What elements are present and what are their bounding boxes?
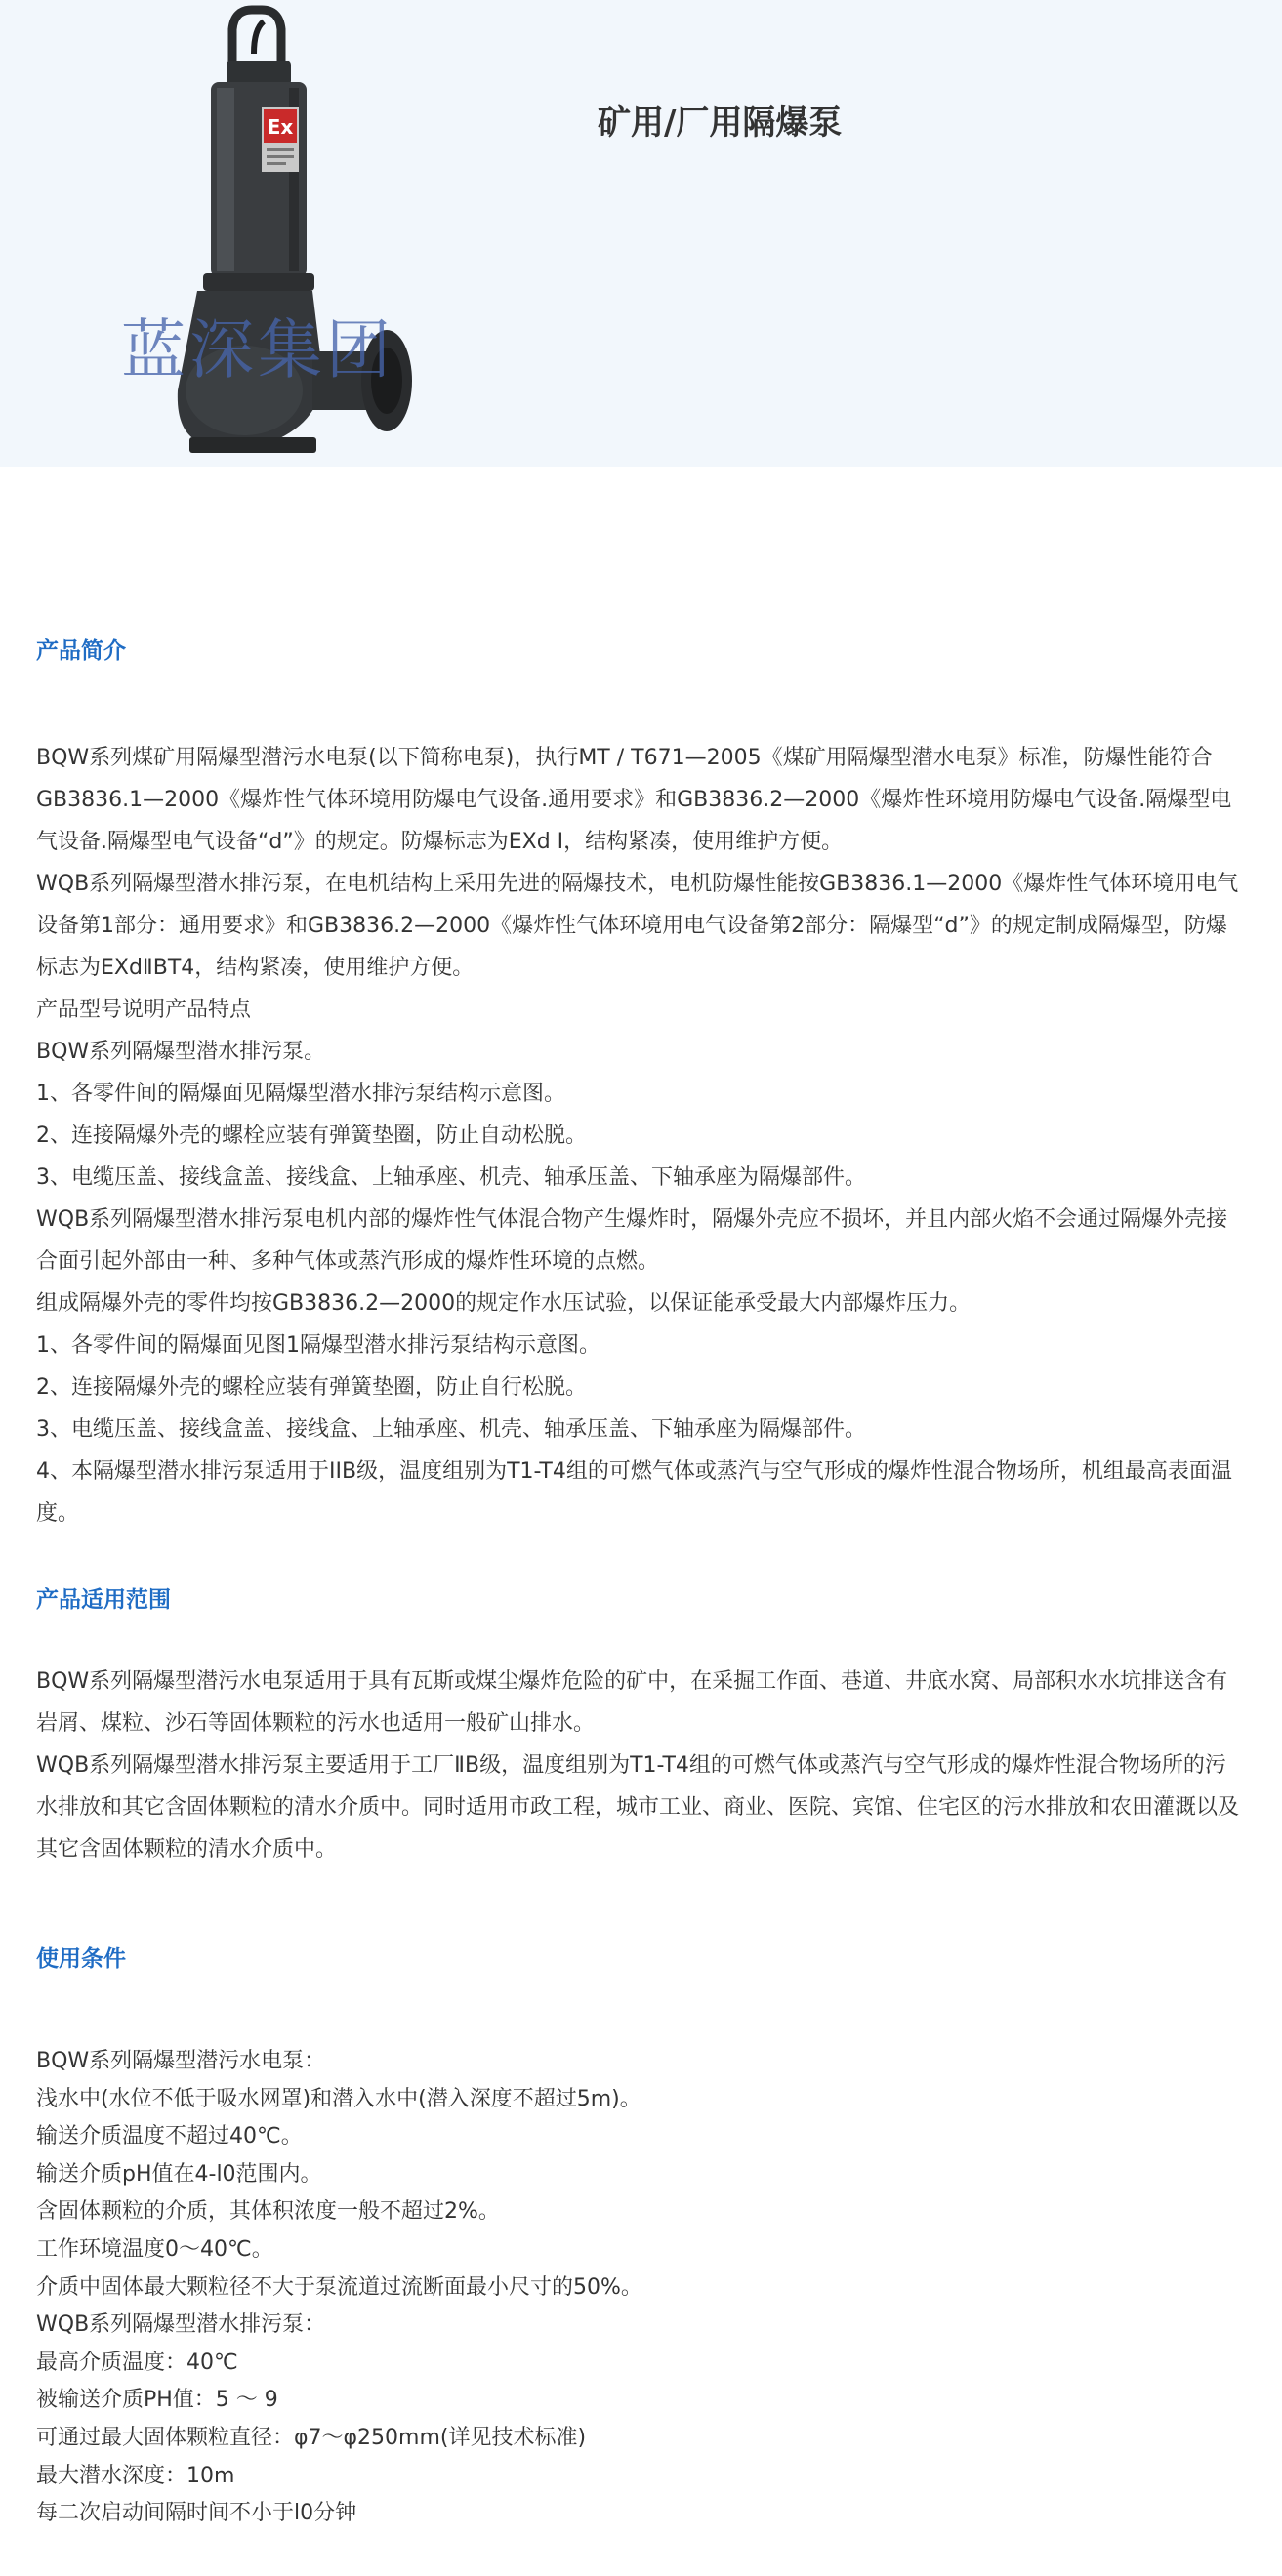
paragraph: BQW系列隔爆型潜水排污泵。 [36,1040,326,1064]
paragraph: BQW系列隔爆型潜污水电泵： [36,2049,326,2073]
ex-plate-text: Ex [267,115,294,139]
paragraph: 可通过最大固体颗粒直径：φ7～φ250mm(详见技术标准) [36,2425,587,2450]
paragraph: 浅水中(水位不低于吸水网罩)和潜入水中(潜入深度不超过5m)。 [36,2086,641,2111]
paragraph: BQW系列煤矿用隔爆型潜污水电泵(以下简称电泵)，执行MT / T671—2005《煤矿用隔爆型潜水电泵》标准，防爆性能符合GB3836.1—2000《爆炸性气体环境用防爆电气设备.通用要求》和GB3836.2—2000《爆炸性环境用防爆电气设备.隔爆型电气设备.隔爆型电气设备“d”》的规定。防爆标志为EXd I，结构紧凑，使用维护方便。 [36,746,1232,854]
section-heading-intro: 产品简介 [36,638,126,664]
paragraph: BQW系列隔爆型潜污水电泵适用于具有瓦斯或煤尘爆炸危险的矿中，在采掘工作面、巷道、井底水窝、局部积水水坑排送含有岩屑、煤粒、沙石等固体颗粒的污水也适用一般矿山排水。 [36,1669,1228,1736]
paragraph: 输送介质pH值在4-l0范围内。 [36,2161,322,2187]
section-body-conditions [36,2043,1247,2533]
paragraph: 被输送介质PH值：5 ～ 9 [36,2388,278,2413]
page-title: 矿用/厂用隔爆泵 [598,103,843,143]
paragraph: WQB系列隔爆型潜水排污泵，在电机结构上采用先进的隔爆技术，电机防爆性能按GB3836.1—2000《爆炸性气体环境用电气设备第1部分：通用要求》和GB3836.2—2000《爆炸性气体环境用电气设备第2部分：隔爆型“d”》的规定制成隔爆型，防爆标志为EXdⅡBT4，结构紧凑，使用维护方便。 [36,872,1239,980]
paragraph: WQB系列隔爆型潜水排污泵主要适用于工厂ⅡB级，温度组别为T1-T4组的可燃气体或蒸汽与空气形成的爆炸性混合物场所的污水排放和其它含固体颗粒的清水介质中。同时适用市政工程，城市工业、商业、医院、宾馆、住宅区的污水排放和农田灌溉以及其它含固体颗粒的清水介质中。 [36,1753,1240,1861]
section-body-intro [36,737,1247,1534]
paragraph: WQB系列隔爆型潜水排污泵电机内部的爆炸性气体混合物产生爆炸时，隔爆外壳应不损坏，并且内部火焰不会通过隔爆外壳接合面引起外部由一种、多种气体或蒸汽形成的爆炸性环境的点燃。 [36,1207,1228,1274]
paragraph: 2、连接隔爆外壳的螺栓应装有弹簧垫圈，防止自行松脱。 [36,1375,587,1400]
paragraph: 输送介质温度不超过40℃。 [36,2124,303,2149]
paragraph: 1、各零件间的隔爆面见图1隔爆型潜水排污泵结构示意图。 [36,1333,600,1358]
paragraph: 最高介质温度：40℃ [36,2350,238,2375]
paragraph: 3、电缆压盖、接线盒盖、接线盒、上轴承座、机壳、轴承压盖、下轴承座为隔爆部件。 [36,1165,866,1190]
paragraph: WQB系列隔爆型潜水排污泵： [36,2312,326,2338]
paragraph: 产品型号说明产品特点 [36,998,252,1022]
paragraph: 最大潜水深度：10m [36,2463,235,2488]
paragraph: 介质中固体最大颗粒径不大于泵流道过流断面最小尺寸的50%。 [36,2274,642,2300]
paragraph: 每二次启动间隔时间不小于l0分钟 [36,2501,357,2526]
paragraph: 组成隔爆外壳的零件均按GB3836.2—2000的规定作水压试验，以保证能承受最大内部爆炸压力。 [36,1291,972,1316]
paragraph: 4、本隔爆型潜水排污泵适用于IIB级，温度组别为T1-T4组的可燃气体或蒸汽与空气形成的爆炸性混合物场所，机组最高表面温度。 [36,1459,1232,1526]
paragraph: 工作环境温度0～40℃。 [36,2236,273,2262]
paragraph: 2、连接隔爆外壳的螺栓应装有弹簧垫圈，防止自动松脱。 [36,1124,587,1148]
paragraph: 1、各零件间的隔爆面见隔爆型潜水排污泵结构示意图。 [36,1082,565,1106]
brand-watermark: 蓝深集团 [121,312,394,388]
section-body-scope [36,1660,1247,1870]
hero-banner [0,0,1282,467]
paragraph: 含固体颗粒的介质，其体积浓度一般不超过2%。 [36,2199,500,2225]
paragraph: 3、电缆压盖、接线盒盖、接线盒、上轴承座、机壳、轴承压盖、下轴承座为隔爆部件。 [36,1417,866,1442]
section-heading-scope: 产品适用范围 [36,1587,171,1613]
explosion-proof-pump-image [107,0,439,467]
section-heading-conditions: 使用条件 [36,1946,126,1972]
